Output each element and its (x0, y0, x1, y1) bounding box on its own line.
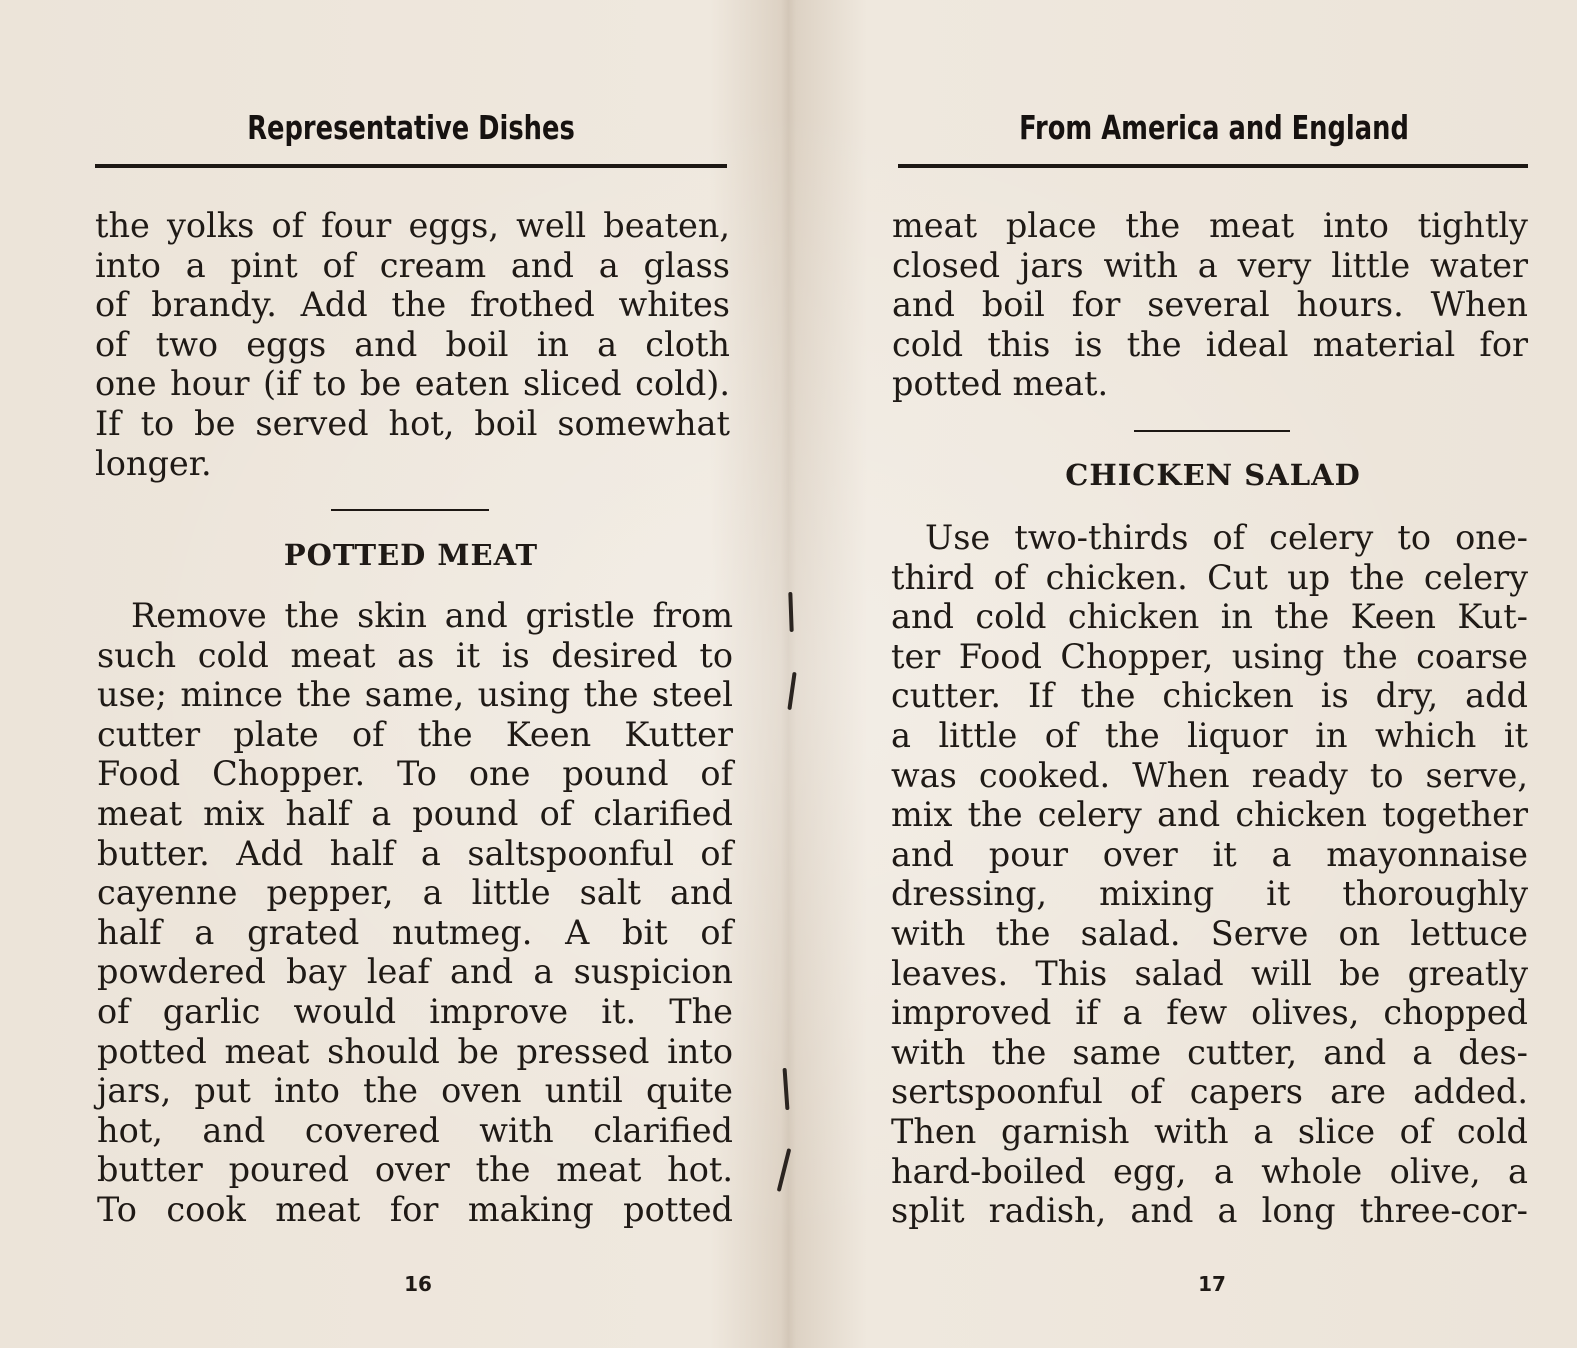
potted-meat-recipe-text (97, 596, 733, 1230)
text-line: closed jars with a very little water (892, 245, 1528, 285)
text-line: cutter. If the chicken is dry, add (891, 676, 1528, 716)
text-line: meat mix half a pound of clarified (97, 793, 733, 833)
text-line: third of chicken. Cut up the celery (891, 557, 1528, 597)
left-page-number: 16 (404, 1272, 432, 1296)
text-line: hot, and covered with clarified (97, 1110, 733, 1150)
right-page (790, 0, 1577, 1348)
text-line: and cold chicken in the Keen Kut- (891, 597, 1528, 637)
text-line: mix the celery and chicken together (891, 795, 1528, 835)
right-running-head: From America and England (1019, 108, 1409, 147)
text-line: hard-boiled egg, a whole olive, a (891, 1151, 1528, 1191)
text-line: split radish, and a long three-cor- (891, 1191, 1528, 1231)
text-line: and pour over it a mayonnaise (891, 834, 1528, 874)
text-line: ter Food Chopper, using the coarse (891, 636, 1528, 676)
left-running-head: Representative Dishes (247, 108, 575, 147)
left-section-divider (331, 509, 489, 511)
text-line: dressing, mixing it thoroughly (891, 874, 1528, 914)
text-line: cold this is the ideal material for (892, 324, 1528, 364)
text-line: longer. (95, 443, 212, 483)
text-line: use; mince the same, using the steel (97, 675, 733, 715)
text-line: Remove the skin and gristle from (131, 596, 733, 635)
text-line: Then garnish with a slice of cold (891, 1111, 1528, 1151)
section-title-chicken-salad: CHICKEN SALAD (1065, 458, 1361, 492)
section-title-potted-meat: POTTED MEAT (283, 538, 539, 572)
text-line: into a pint of cream and a glass (95, 245, 730, 285)
text-line: If to be served hot, boil somewhat (95, 403, 730, 443)
right-page-number: 17 (1198, 1272, 1226, 1296)
text-line: Use two-thirds of celery to one- (925, 518, 1528, 557)
text-line: potted meat. (892, 364, 1109, 404)
left-continued-text (95, 206, 730, 483)
text-line: of brandy. Add the frothed whites (95, 285, 730, 325)
text-line: jars, put into the oven until quite (97, 1071, 733, 1111)
chicken-salad-recipe-text (891, 518, 1528, 1231)
text-line: To cook meat for making potted (97, 1189, 733, 1229)
right-continued-text (892, 206, 1528, 404)
text-line: meat place the meat into tightly (892, 206, 1528, 245)
text-line: the yolks of four eggs, well beaten, (95, 206, 730, 245)
text-line: potted meat should be pressed into (97, 1031, 733, 1071)
text-line: a little of the liquor in which it (891, 715, 1528, 755)
text-line: sertspoonful of capers are added. (891, 1072, 1528, 1112)
text-line: and boil for several hours. When (892, 285, 1528, 325)
text-line: powdered bay leaf and a suspicion (97, 952, 733, 992)
right-section-divider (1134, 430, 1290, 432)
text-line: with the salad. Serve on lettuce (891, 913, 1528, 953)
text-line: butter. Add half a saltspoonful of (97, 833, 733, 873)
text-line: butter poured over the meat hot. (97, 1150, 733, 1190)
text-line: improved if a few olives, chopped (891, 993, 1528, 1033)
right-header-rule (898, 164, 1528, 168)
text-line: with the same cutter, and a des- (891, 1032, 1528, 1072)
text-line: Food Chopper. To one pound of (97, 754, 733, 794)
text-line: such cold meat as it is desired to (97, 635, 733, 675)
text-line: cayenne pepper, a little salt and (97, 873, 733, 913)
text-line: leaves. This salad will be greatly (891, 953, 1528, 993)
text-line: cutter plate of the Keen Kutter (97, 714, 733, 754)
text-line: half a grated nutmeg. A bit of (97, 912, 733, 952)
left-header-rule (95, 164, 727, 168)
text-line: was cooked. When ready to serve, (891, 755, 1528, 795)
text-line: of garlic would improve it. The (97, 991, 733, 1031)
text-line: of two eggs and boil in a cloth (95, 324, 730, 364)
text-line: one hour (if to be eaten sliced cold). (95, 364, 730, 404)
